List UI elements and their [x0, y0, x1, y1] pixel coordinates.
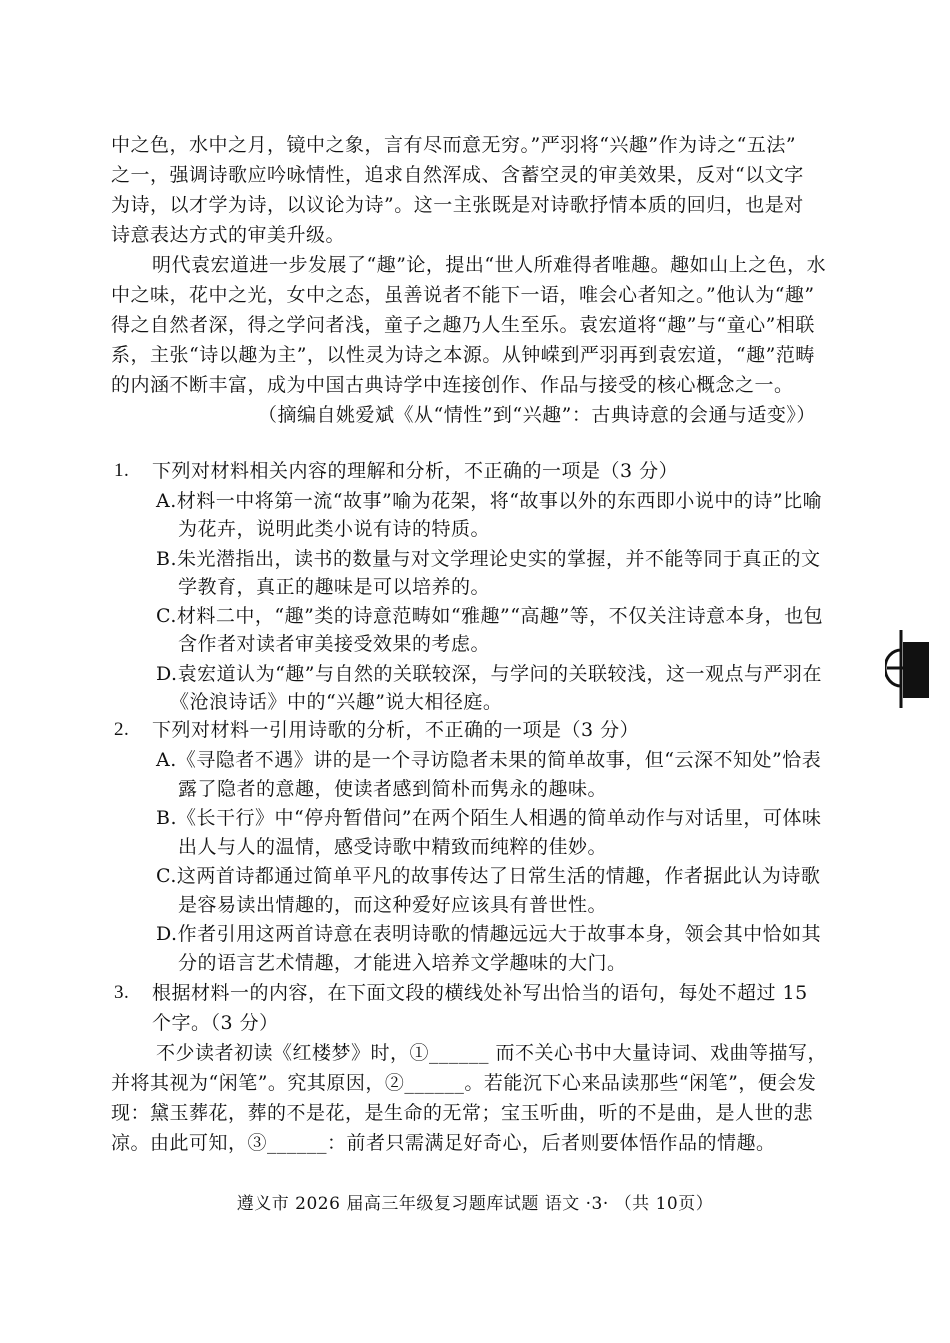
question-number: 2.: [114, 719, 130, 740]
passage-line: 之一，强调诗歌应吟咏情性，追求自然浑成、含蓄空灵的审美效果，反对“以文字: [111, 164, 804, 186]
passage-line: 系，主张“诗以趣为主”，以性灵为诗之本源。从钟嵘到严羽再到袁宏道，“趣”范畴: [111, 344, 815, 366]
passage-source: （摘编自姚爱斌《从“情性”到“兴趣”：古典诗意的会通与适变》）: [258, 404, 816, 426]
passage-line: 诗意表达方式的审美升级。: [111, 224, 346, 246]
option-b: B.朱光潜指出，读书的数量与对文学理论史实的掌握，并不能等同于真正的文: [156, 548, 821, 570]
option-b-cont: 出人与人的温情，感受诗歌中精致而纯粹的佳妙。: [178, 836, 608, 858]
passage-line: 明代袁宏道进一步发展了“趣”论，提出“世人所难得者唯趣。趣如山上之色，水: [152, 254, 827, 276]
question-stem: 下列对材料一引用诗歌的分析，不正确的一项是（3 分）: [152, 719, 640, 741]
question-stem: 根据材料一的内容，在下面文段的横线处补写出恰当的语句，每处不超过 15: [152, 982, 808, 1004]
passage-line: 为诗，以才学为诗，以议论为诗”。这一主张既是对诗歌抒情本质的回归，也是对: [111, 194, 804, 216]
option-a: A.《寻隐者不遇》讲的是一个寻访隐者未果的简单故事，但“云深不知处”恰表: [156, 749, 822, 771]
option-c: C.材料二中，“趣”类的诗意范畴如“雅趣”“高趣”等，不仅关注诗意本身，也包: [156, 605, 824, 627]
fill-in-paragraph-line: 凉。由此可知，③______：前者只需满足好奇心，后者则要体悟作品的情趣。: [111, 1132, 776, 1154]
option-b-cont: 学教育，真正的趣味是可以培养的。: [178, 576, 491, 598]
option-a: A.材料一中将第一流“故事”喻为花架，将“故事以外的东西即小说中的诗”比喻: [156, 490, 823, 512]
option-d: D.袁宏道认为“趣”与自然的关联较深，与学问的关联较浅，这一观点与严羽在: [156, 663, 823, 685]
question-stem-cont: 个字。（3 分）: [152, 1012, 279, 1034]
page-footer: 遵义市 2026 届高三年级复习题库试题 语文 ·3· （共 10页）: [236, 1194, 714, 1214]
option-c-cont: 含作者对读者审美接受效果的考虑。: [178, 633, 491, 655]
binding-mark-icon: [885, 628, 933, 710]
question-number: 1.: [114, 460, 130, 481]
option-d: D.作者引用这两首诗意在表明诗歌的情趣远远大于故事本身，领会其中恰如其: [156, 923, 822, 945]
fill-in-paragraph-line: 不少读者初读《红楼梦》时，①______ 而不关心书中大量诗词、戏曲等描写，: [156, 1042, 828, 1064]
option-a-cont: 露了隐者的意趣，使读者感到简朴而隽永的趣味。: [178, 778, 608, 800]
option-a-cont: 为花卉，说明此类小说有诗的特质。: [178, 518, 491, 540]
question-stem: 下列对材料相关内容的理解和分析，不正确的一项是（3 分）: [152, 460, 679, 482]
option-c: C.这两首诗都通过简单平凡的故事传达了日常生活的情趣，作者据此认为诗歌: [156, 865, 821, 887]
fill-in-paragraph-line: 并将其视为“闲笔”。究其原因，②______。若能沉下心来品读那些“闲笔”，便会发: [111, 1072, 817, 1094]
question-number: 3.: [114, 982, 130, 1003]
option-b: B.《长干行》中“停舟暂借问”在两个陌生人相遇的简单动作与对话里，可体味: [156, 807, 822, 829]
option-d-cont: 分的语言艺术情趣，才能进入培养文学趣味的大门。: [178, 952, 627, 974]
passage-line: 中之色，水中之月，镜中之象，言有尽而意无穷。”严羽将“兴趣”作为诗之“五法”: [111, 134, 797, 156]
option-d-cont: 《沧浪诗话》中的“兴趣”说大相径庭。: [170, 691, 503, 713]
option-c-cont: 是容易读出情趣的，而这种爱好应该具有普世性。: [178, 894, 608, 916]
passage-line: 得之自然者深，得之学问者浅，童子之趣乃人生至乐。袁宏道将“趣”与“童心”相联: [111, 314, 815, 336]
fill-in-paragraph-line: 现：黛玉葬花，葬的不是花，是生命的无常；宝玉听曲，听的不是曲，是人世的悲: [111, 1102, 814, 1124]
passage-line: 中之味，花中之光，女中之态，虽善说者不能下一语，唯会心者知之。”他认为“趣”: [111, 284, 815, 306]
passage-line: 的内涵不断丰富，成为中国古典诗学中连接创作、作品与接受的核心概念之一。: [111, 374, 794, 396]
